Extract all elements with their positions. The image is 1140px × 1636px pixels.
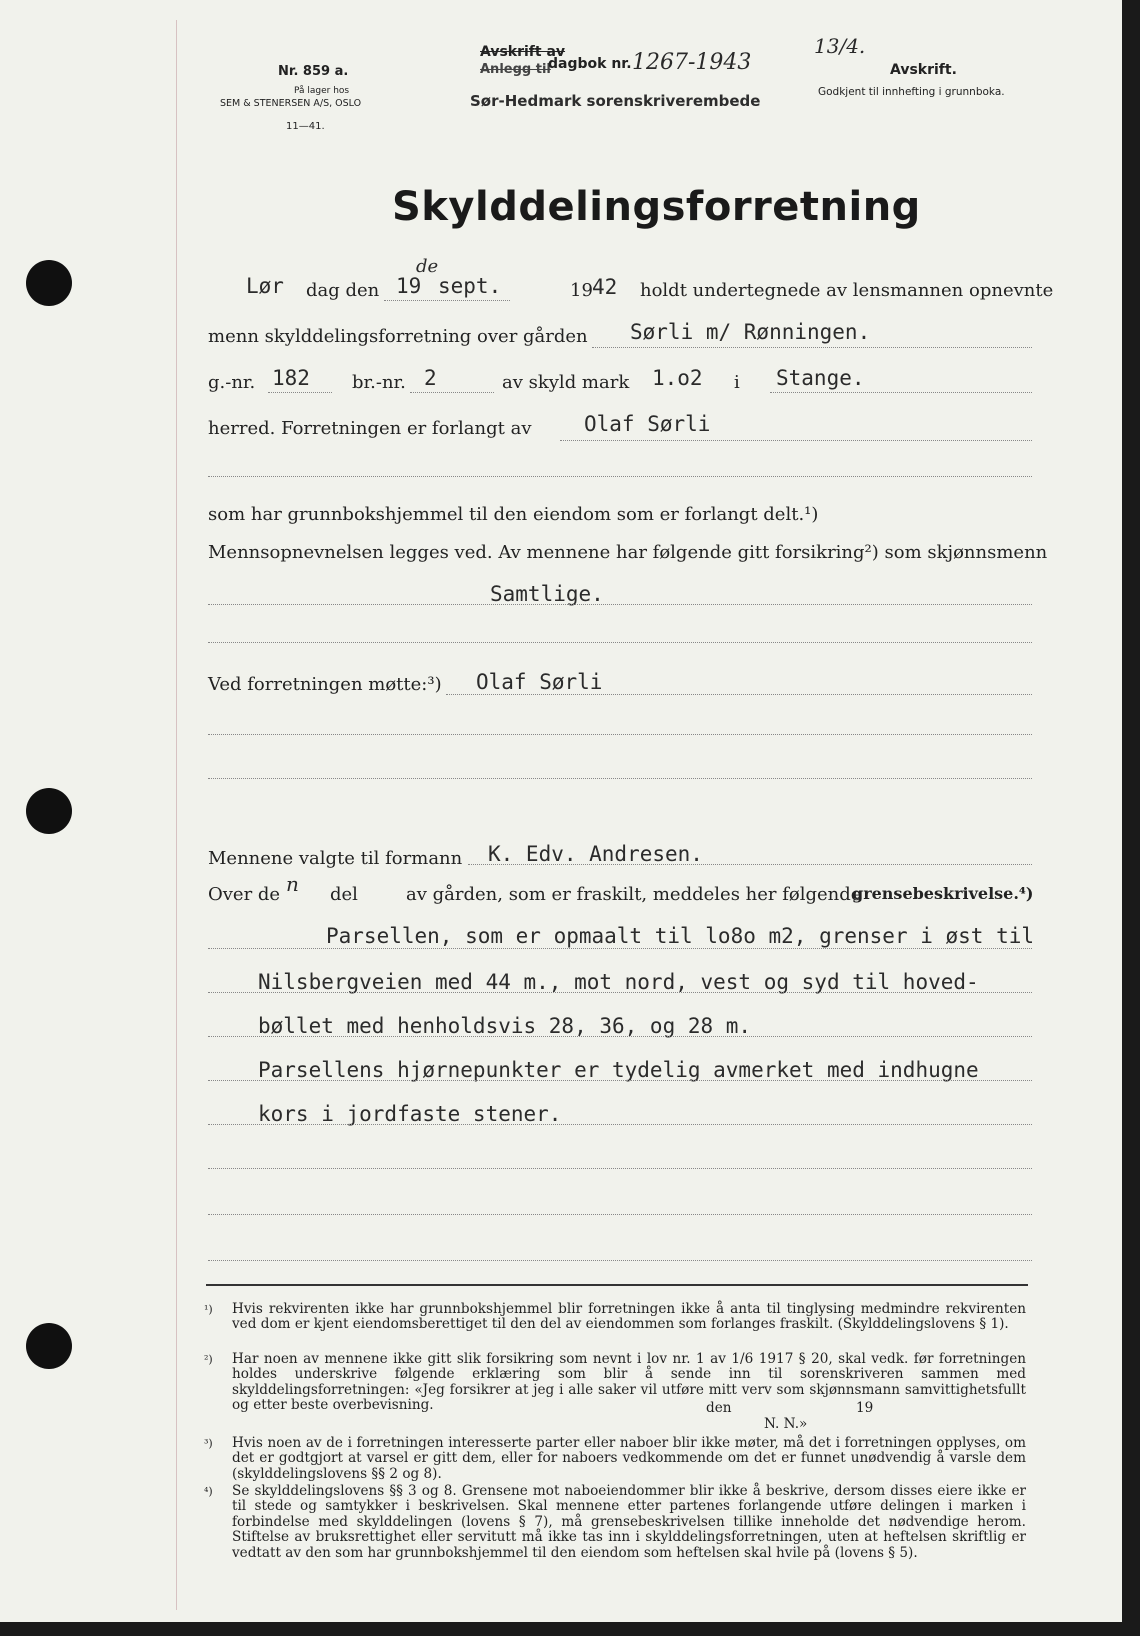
approval-note: Godkjent til innhefting i grunnboka. xyxy=(818,86,1005,98)
requester-label: herred. Forretningen er forlangt av xyxy=(208,418,532,439)
fn2-signature: N. N.» xyxy=(764,1416,808,1432)
form-number: Nr. 859 a. xyxy=(278,64,349,79)
avskrift-title: Avskrift. xyxy=(890,62,957,78)
farm-name: Sørli m/ Rønningen. xyxy=(630,320,871,344)
footnote-text: Hvis noen av de i forretningen interesserte parter eller naboer blir ikke møter, må det i forretningen opplyses, om det er godtgjort at varsel er gitt dem, eller for naboers vedkommende om det er funnet unødvendig å varsle dem (skylddelingslovens §§ 2 og 8). xyxy=(232,1435,1026,1482)
dotted-line xyxy=(208,1080,1032,1081)
footnote-text: Se skylddelingslovens §§ 3 og 8. Grensene mot naboeiendommer blir ikke å beskrive, dersom disses eiere ikke er til stede og samtykker i beskrivelsen. Skal mennene etter partenes forlangende utføre delingen i marken i forbindelse med skylddelingen (lovens § 7), må grensebeskrivelsen tillike inneholde det nødvendige herom. Stiftelse av bruksrettighet eller servitutt må ikke tas inn i skylddelingsforretningen, uten at heftelsen skriftlig er vedtatt av den som har grunnbokshjemmel til den eiendom som heftelsen skal hvile på (lovens § 5). xyxy=(232,1483,1026,1561)
gard-text: av gården, som er fraskilt, meddeles her følgende xyxy=(406,884,862,905)
dotted-line xyxy=(208,604,1032,605)
dotted-line xyxy=(208,1168,1032,1169)
dotted-line xyxy=(208,1124,1032,1125)
footnote-text: Har noen av mennene ikke gitt slik forsikring som nevnt i lov nr. 1 av 1/6 1917 § 20, skal vedk. før forretningen holdes underskrive følgende erklæring som blir å sende inn til sorenskriveren sammen med skylddelingsforretningen: «Jeg forsikrer at jeg i alle saker vil utføre mitt verv som skjønnsmann samvittighetsfullt og etter beste overbevisning. xyxy=(232,1351,1026,1414)
assurance-value: Samtlige. xyxy=(490,582,604,606)
year-prefix: 19 xyxy=(570,280,593,301)
gnr-value: 182 xyxy=(272,366,310,390)
dotted-line xyxy=(208,734,1032,735)
margin-line xyxy=(176,20,177,1610)
dotted-line xyxy=(468,864,1032,865)
dotted-line xyxy=(208,642,1032,643)
day-suffix: de xyxy=(416,256,439,277)
requested-by: Olaf Sørli xyxy=(584,412,711,436)
fn2-year: 19 xyxy=(856,1400,874,1416)
dagbok-date: 13/4. xyxy=(814,34,866,58)
description-line: bøllet med henholdsvis 28, 36, og 28 m. xyxy=(258,1014,752,1038)
dotted-line xyxy=(410,392,494,393)
dotted-line xyxy=(770,392,1032,393)
footnote-number: ¹) xyxy=(204,1303,213,1316)
dotted-line xyxy=(208,476,1032,477)
line1-tail: holdt undertegnede av lensmannen opnevnte xyxy=(640,280,1054,301)
footnote-number: ²) xyxy=(204,1353,213,1366)
gnr-label: g.-nr. xyxy=(208,372,256,393)
footnote-number: ³) xyxy=(204,1437,213,1450)
dotted-line xyxy=(560,440,1032,441)
footnote-rule xyxy=(206,1284,1028,1286)
grunnbok-text: som har grunnbokshjemmel til den eiendom som er forlangt delt.¹) xyxy=(208,504,819,525)
description-line: Nilsbergveien med 44 m., mot nord, vest og syd til hoved- xyxy=(258,970,979,994)
grense-label: grensebeskrivelse.⁴) xyxy=(852,884,1034,903)
footnote-number: ⁴) xyxy=(204,1485,213,1498)
punch-hole-top xyxy=(26,260,72,306)
anlegg-stamp: Anlegg til xyxy=(480,62,551,77)
dotted-line xyxy=(268,392,332,393)
dotted-line xyxy=(208,1260,1032,1261)
description-line: kors i jordfaste stener. xyxy=(258,1102,562,1126)
bnr-label: br.-nr. xyxy=(352,372,406,393)
month-value: sept. xyxy=(438,274,502,298)
printer-name: SEM & STENERSEN A/S, OSLO xyxy=(220,98,362,109)
fn2-den: den xyxy=(706,1400,732,1416)
skyld-label: av skyld mark xyxy=(502,372,630,393)
farm-label: menn skylddelingsforretning over gården xyxy=(208,326,588,347)
dotted-line xyxy=(592,347,1032,348)
chairman-value: K. Edv. Andresen. xyxy=(488,842,703,866)
dotted-line xyxy=(208,778,1032,779)
over-fill: n xyxy=(286,872,299,896)
punch-hole-bottom xyxy=(26,1323,72,1369)
attended-label: Ved forretningen møtte:³) xyxy=(208,674,442,695)
dotted-line xyxy=(384,300,510,301)
dotted-line xyxy=(208,1214,1032,1215)
footnote-text: Hvis rekvirenten ikke har grunnbokshjemmel blir forretningen ikke å anta til tinglysing medmindre rekvirenten ved dom er kjent eiendomsberettiget til den del av eiendommen som forlanges fraskilt. (Skylddelingslovens § 1). xyxy=(232,1301,1026,1333)
day-value: 19 xyxy=(396,274,422,298)
document-title: Skylddelingsforretning xyxy=(392,184,921,230)
chairman-label: Mennene valgte til formann xyxy=(208,848,463,869)
day-label: dag den xyxy=(306,280,380,301)
over-label: Over de xyxy=(208,884,281,905)
del-label: del xyxy=(330,884,358,905)
avskrift-stamp: Avskrift av xyxy=(480,44,566,60)
year-value: 42 xyxy=(592,275,618,299)
dagbok-label: dagbok nr. xyxy=(548,56,632,72)
description-line: Parsellens hjørnepunkter er tydelig avmerket med indhugne xyxy=(258,1058,979,1082)
municipality: Stange. xyxy=(776,366,865,390)
bnr-value: 2 xyxy=(424,366,437,390)
dagbok-number: 1267-1943 xyxy=(632,50,752,75)
office-stamp: Sør-Hedmark sorenskriverembede xyxy=(470,92,761,110)
day-name: Lør xyxy=(246,274,284,298)
punch-hole-middle xyxy=(26,788,72,834)
in-label: i xyxy=(734,372,740,393)
description-line: Parsellen, som er opmaalt til lo8o m2, grenser i øst til xyxy=(326,924,1035,948)
assurance-text: Mennsopnevnelsen legges ved. Av mennene har følgende gitt forsikring²) som skjønnsmenn xyxy=(208,542,1048,563)
dotted-line xyxy=(446,694,1032,695)
attended-value: Olaf Sørli xyxy=(476,670,603,694)
printer-note: På lager hos xyxy=(294,86,350,96)
skyld-value: 1.o2 xyxy=(652,366,703,390)
dotted-line xyxy=(208,1036,1032,1037)
dotted-line xyxy=(208,948,1032,949)
dotted-line xyxy=(208,992,1032,993)
print-date: 11—41. xyxy=(286,121,325,132)
